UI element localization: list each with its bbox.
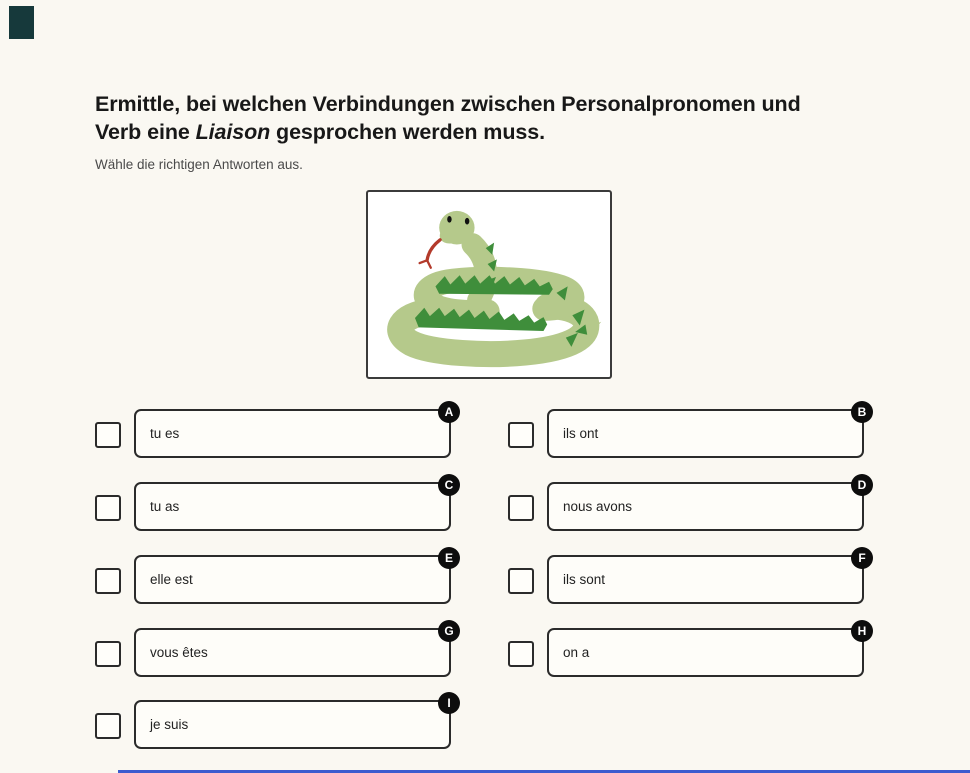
answer-label: elle est	[150, 572, 193, 587]
answer-option-h[interactable]	[508, 624, 867, 677]
task-title-line2-post: gesprochen werden muss.	[270, 120, 545, 145]
answer-box[interactable]	[547, 551, 866, 604]
answer-box[interactable]	[547, 624, 867, 677]
answer-letter-badge: H	[851, 620, 873, 642]
answer-checkbox[interactable]	[508, 641, 534, 667]
answer-letter-badge: G	[438, 620, 460, 642]
answer-checkbox[interactable]	[95, 641, 121, 667]
answer-option-b[interactable]	[508, 405, 867, 458]
snake-image	[374, 196, 604, 373]
answer-letter-badge: E	[438, 547, 460, 569]
answer-letter-badge: A	[438, 401, 460, 423]
answer-box[interactable]	[134, 551, 453, 604]
task-subtitle: Wähle die richtigen Antworten aus.	[95, 156, 303, 172]
answer-label: ils ont	[563, 426, 599, 441]
answer-checkbox[interactable]	[95, 495, 121, 521]
task-title-line1: Ermittle, bei welchen Verbindungen zwischen Personalpronomen und	[95, 92, 801, 116]
answer-box[interactable]	[134, 478, 454, 531]
answer-label: tu es	[150, 426, 180, 441]
answer-option-d[interactable]	[508, 478, 867, 531]
task-title-line2-pre: Verb eine	[95, 120, 196, 145]
answer-label: tu as	[150, 499, 180, 514]
answer-option-i[interactable]	[95, 696, 451, 749]
answer-letter-badge: D	[851, 474, 873, 496]
answer-checkbox[interactable]	[95, 568, 121, 594]
answer-label: vous êtes	[150, 645, 208, 660]
answer-box[interactable]	[547, 478, 867, 531]
image-card	[366, 190, 612, 379]
answer-box[interactable]	[134, 696, 451, 749]
answer-label: ils sont	[563, 572, 606, 587]
answer-letter-badge: C	[438, 474, 460, 496]
answer-option-g[interactable]	[95, 624, 454, 677]
answer-checkbox[interactable]	[508, 568, 534, 594]
answer-checkbox[interactable]	[508, 495, 534, 521]
task-title	[95, 90, 887, 147]
answer-box[interactable]	[134, 624, 454, 677]
answer-option-e[interactable]	[95, 551, 453, 604]
answer-checkbox[interactable]	[95, 422, 121, 448]
task-header	[95, 90, 887, 172]
task-title-italic-term: Liaison	[195, 120, 271, 145]
corner-decoration	[9, 6, 34, 39]
answer-option-f[interactable]	[508, 551, 866, 604]
answer-letter-badge: I	[438, 692, 460, 714]
answer-label: nous avons	[563, 499, 633, 514]
answer-checkbox[interactable]	[95, 713, 121, 739]
answer-option-c[interactable]	[95, 478, 454, 531]
answer-label: on a	[563, 645, 590, 660]
answer-label: je suis	[150, 717, 189, 732]
answer-box[interactable]	[547, 405, 867, 458]
answer-box[interactable]	[134, 405, 454, 458]
answer-letter-badge: F	[851, 547, 873, 569]
answer-checkbox[interactable]	[508, 422, 534, 448]
answer-option-a[interactable]	[95, 405, 454, 458]
answer-letter-badge: B	[851, 401, 873, 423]
